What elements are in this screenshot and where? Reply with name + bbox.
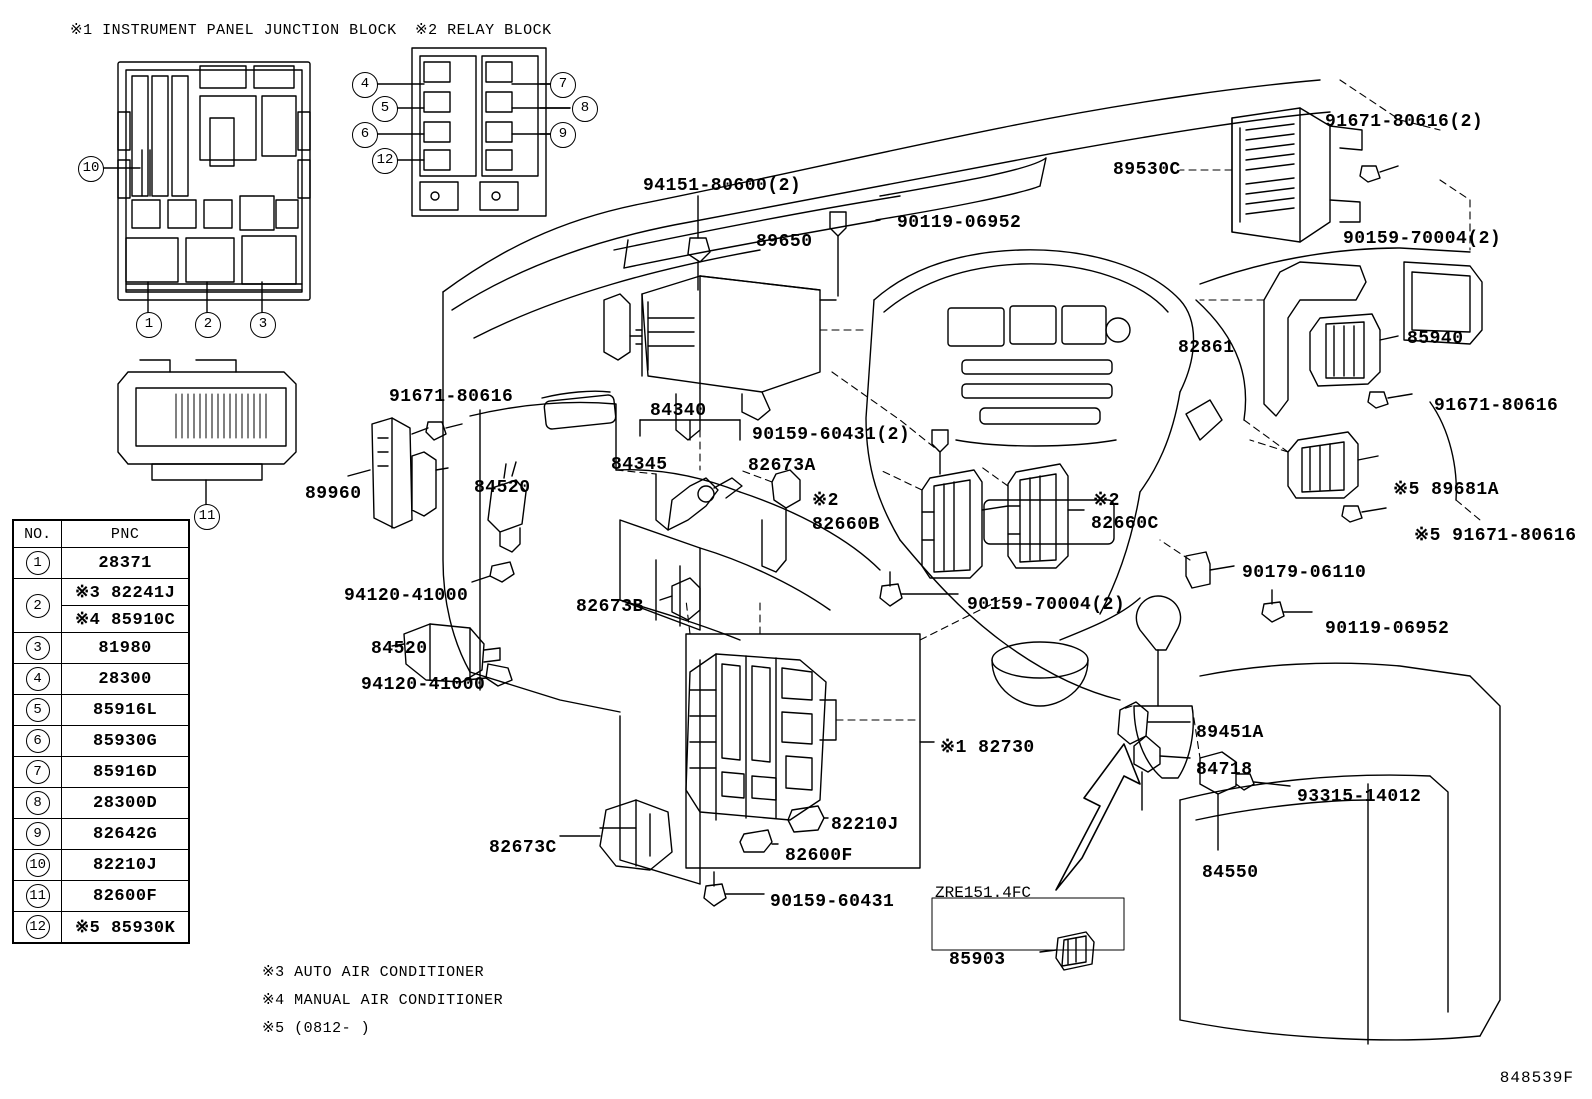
row-no (13, 881, 62, 912)
relay-num-4: 4 (352, 72, 378, 98)
relay-block-header: ※2 RELAY BLOCK (415, 22, 552, 39)
part-label-82861: 82861 (1178, 338, 1235, 358)
row-pnc: 85930G (62, 726, 189, 757)
part-label-84340: 84340 (650, 401, 707, 421)
part-label-82673c: 82673C (489, 838, 557, 858)
part-label-84520: 84520 (371, 639, 428, 659)
part-label-82660b: 82660B (812, 515, 880, 535)
row-no (13, 757, 62, 788)
part-label-90159700042: 90159-70004(2) (967, 595, 1126, 615)
part-label-85903: 85903 (949, 950, 1006, 970)
part-label-89451a: 89451A (1196, 723, 1264, 743)
table-row (13, 819, 189, 850)
row-pnc: 28371 (62, 548, 189, 579)
part-label-84520: 84520 (474, 478, 531, 498)
part-label-84718: 84718 (1196, 760, 1253, 780)
part-label-89530c: 89530C (1113, 160, 1181, 180)
circle-9: 9 (26, 822, 50, 846)
row-no (13, 819, 62, 850)
part-label-91671806162: 91671-80616(2) (1325, 112, 1484, 132)
circle-10: 10 (26, 853, 50, 877)
part-label-84345: 84345 (611, 455, 668, 475)
jb-num-2: 2 (195, 312, 221, 338)
table-row (13, 695, 189, 726)
table-row (13, 850, 189, 881)
part-label-9017906110: 90179-06110 (1242, 563, 1367, 583)
table-row (13, 664, 189, 695)
circle-4: 4 (26, 667, 50, 691)
relay-num-7: 7 (550, 72, 576, 98)
note-5: ※5 (0812- ) (262, 1020, 371, 1037)
relay-num-5: 5 (372, 96, 398, 122)
part-label-9331514012: 93315-14012 (1297, 787, 1422, 807)
model-code: ZRE151.4FC (935, 884, 1032, 902)
circle-8: 8 (26, 791, 50, 815)
row-no (13, 726, 62, 757)
table-row (13, 579, 189, 606)
part-label-94151806002: 94151-80600(2) (643, 176, 802, 196)
part-label-82660c: 82660C (1091, 514, 1159, 534)
circle-1: 1 (26, 551, 50, 575)
row-pnc: 82210J (62, 850, 189, 881)
table-row (13, 788, 189, 819)
row-pnc: 85916L (62, 695, 189, 726)
row-no (13, 548, 62, 579)
table-row (13, 912, 189, 944)
circle-5: 5 (26, 698, 50, 722)
row-pnc: 81980 (62, 633, 189, 664)
table-row (13, 757, 189, 788)
row-no (13, 788, 62, 819)
row-no (13, 912, 62, 944)
part-label-89960: 89960 (305, 484, 362, 504)
relay-num-12: 12 (372, 148, 398, 174)
part-label-589681a: ※5 89681A (1393, 480, 1499, 500)
circle-12: 12 (26, 915, 50, 939)
relay-num-6: 6 (352, 122, 378, 148)
row-no (13, 664, 62, 695)
note-4: ※4 MANUAL AIR CONDITIONER (262, 992, 504, 1009)
part-label-90159700042: 90159-70004(2) (1343, 229, 1502, 249)
relay-num-9: 9 (550, 122, 576, 148)
row-pnc: 82600F (62, 881, 189, 912)
relay-num-8: 8 (572, 96, 598, 122)
row-pnc: 82642G (62, 819, 189, 850)
header-pnc: PNC (62, 520, 189, 548)
row-pnc: ※5 85930K (62, 912, 189, 944)
row-no (13, 579, 62, 633)
junction-block-header: ※1 INSTRUMENT PANEL JUNCTION BLOCK (70, 22, 397, 39)
figure-code: 848539F (1499, 1069, 1574, 1087)
part-label-2: ※2 (1093, 491, 1120, 511)
part-label-90159604312: 90159-60431(2) (752, 425, 911, 445)
part-label-9011906952: 90119-06952 (1325, 619, 1450, 639)
part-label-182730: ※1 82730 (940, 738, 1035, 758)
circle-6: 6 (26, 729, 50, 753)
note-3: ※3 AUTO AIR CONDITIONER (262, 964, 485, 981)
part-label-82210j: 82210J (831, 815, 899, 835)
part-label-9167180616: 91671-80616 (1434, 396, 1559, 416)
pnc-table (12, 519, 190, 944)
part-label-82673b: 82673B (576, 597, 644, 617)
row-no (13, 695, 62, 726)
row-pnc: 28300D (62, 788, 189, 819)
circle-3: 3 (26, 636, 50, 660)
part-label-59167180616: ※5 91671-80616 (1414, 526, 1577, 546)
circle-7: 7 (26, 760, 50, 784)
table-header-row (13, 520, 189, 548)
row-no (13, 633, 62, 664)
row-pnc: 85916D (62, 757, 189, 788)
jb-num-3: 3 (250, 312, 276, 338)
table-row (13, 633, 189, 664)
table-row (13, 881, 189, 912)
part-label-9167180616: 91671-80616 (389, 387, 514, 407)
part-label-84550: 84550 (1202, 863, 1259, 883)
row-pnc: ※4 85910C (62, 606, 189, 633)
table-row (13, 726, 189, 757)
part-label-9011906952: 90119-06952 (897, 213, 1022, 233)
jb-num-10: 10 (78, 156, 104, 182)
part-label-2: ※2 (812, 491, 839, 511)
circle-11: 11 (26, 884, 50, 908)
circle-2: 2 (26, 594, 50, 618)
part-label-82673a: 82673A (748, 456, 816, 476)
part-label-9412041000: 94120-41000 (344, 586, 469, 606)
part-label-9412041000: 94120-41000 (361, 675, 486, 695)
row-pnc: 28300 (62, 664, 189, 695)
part-label-85940: 85940 (1407, 329, 1464, 349)
table-row (13, 548, 189, 579)
jb-num-1: 1 (136, 312, 162, 338)
part-label-89650: 89650 (756, 232, 813, 252)
part-label-82600f: 82600F (785, 846, 853, 866)
part-label-9015960431: 90159-60431 (770, 892, 895, 912)
header-no: NO. (13, 520, 62, 548)
row-pnc: ※3 82241J (62, 579, 189, 606)
row-no (13, 850, 62, 881)
jb-num-11: 11 (194, 504, 220, 530)
